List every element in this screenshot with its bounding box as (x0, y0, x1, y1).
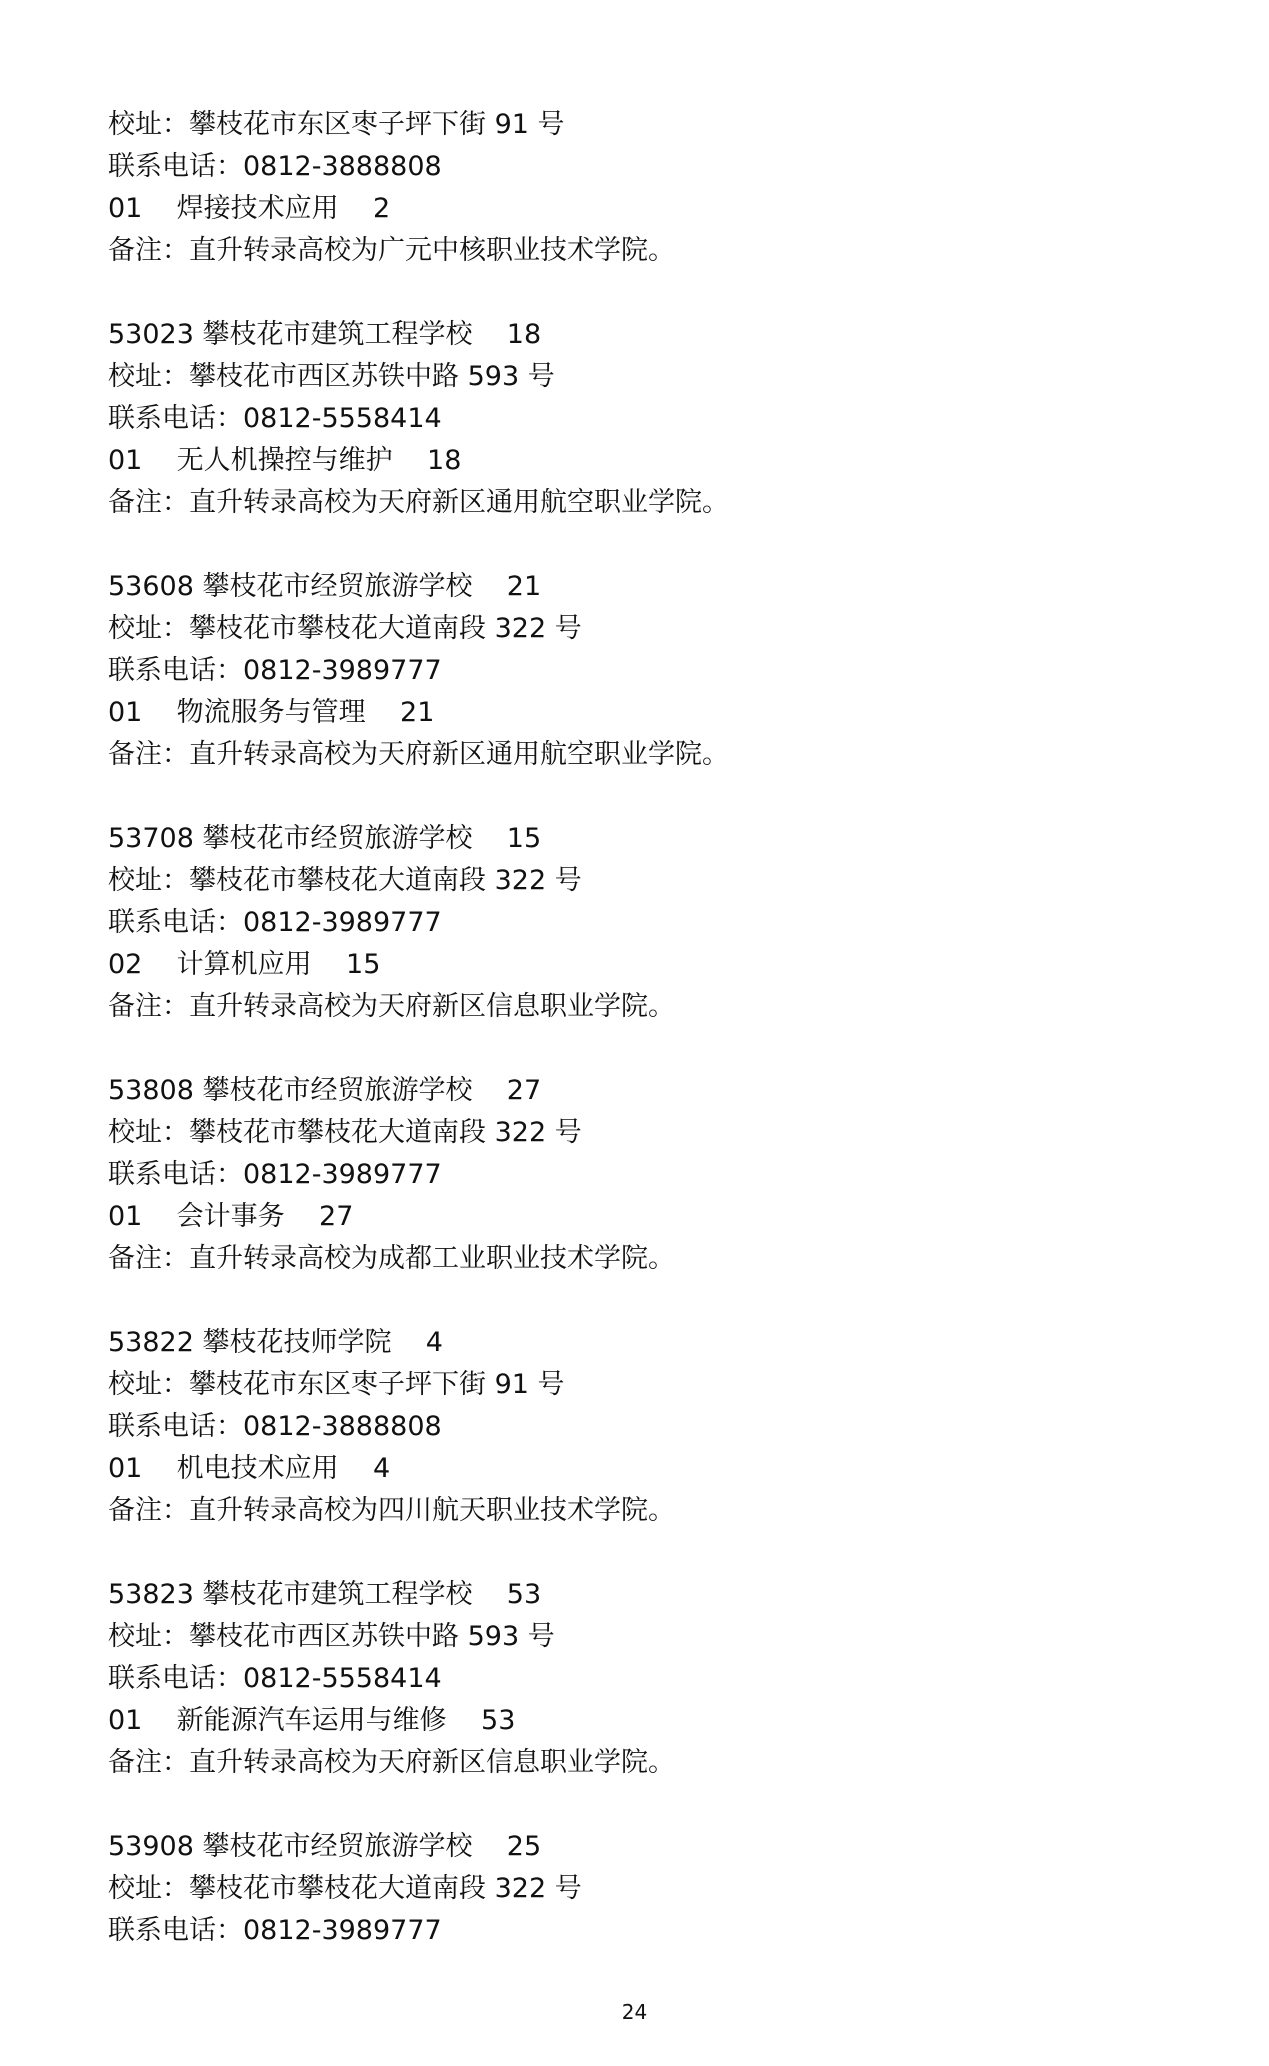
major-line: 01 新能源汽车运用与维修 53 (108, 1705, 516, 1736)
school-entry (108, 566, 1168, 776)
phone-line: 联系电话：0812-3989777 (108, 1915, 442, 1946)
address-line: 校址：攀枝花市攀枝花大道南段 322 号 (108, 613, 582, 644)
school-line: 53823 攀枝花市建筑工程学校 53 (108, 1579, 542, 1610)
address-line: 校址：攀枝花市西区苏铁中路 593 号 (108, 1621, 555, 1652)
school-line: 53908 攀枝花市经贸旅游学校 25 (108, 1831, 542, 1862)
major-line: 01 无人机操控与维护 18 (108, 445, 462, 476)
block-spacer (108, 524, 1168, 566)
remark-line: 备注：直升转录高校为天府新区通用航空职业学院。 (108, 487, 729, 518)
phone-line: 联系电话：0812-3989777 (108, 907, 442, 938)
block-spacer (108, 1280, 1168, 1322)
block-spacer (108, 1784, 1168, 1826)
address-line: 校址：攀枝花市攀枝花大道南段 322 号 (108, 1117, 582, 1148)
school-line: 53608 攀枝花市经贸旅游学校 21 (108, 571, 542, 602)
school-line: 53822 攀枝花技师学院 4 (108, 1327, 443, 1358)
major-line: 01 机电技术应用 4 (108, 1453, 391, 1484)
address-line: 校址：攀枝花市攀枝花大道南段 322 号 (108, 865, 582, 896)
address-line: 校址：攀枝花市东区枣子坪下街 91 号 (108, 109, 565, 140)
phone-line: 联系电话：0812-3989777 (108, 655, 442, 686)
remark-line: 备注：直升转录高校为天府新区信息职业学院。 (108, 1747, 675, 1778)
phone-line: 联系电话：0812-3989777 (108, 1159, 442, 1190)
school-entry (108, 104, 1168, 272)
phone-line: 联系电话：0812-3888808 (108, 1411, 442, 1442)
school-entry (108, 314, 1168, 524)
address-line: 校址：攀枝花市西区苏铁中路 593 号 (108, 361, 555, 392)
major-line: 01 焊接技术应用 2 (108, 193, 391, 224)
remark-line: 备注：直升转录高校为四川航天职业技术学院。 (108, 1495, 675, 1526)
page-number: 24 (621, 2000, 648, 2024)
block-spacer (108, 1028, 1168, 1070)
block-spacer (108, 1532, 1168, 1574)
remark-line: 备注：直升转录高校为成都工业职业技术学院。 (108, 1243, 675, 1274)
block-spacer (108, 776, 1168, 818)
block-spacer (108, 272, 1168, 314)
school-entry (108, 1574, 1168, 1784)
phone-line: 联系电话：0812-5558414 (108, 1663, 442, 1694)
school-line: 53708 攀枝花市经贸旅游学校 15 (108, 823, 542, 854)
school-line: 53023 攀枝花市建筑工程学校 18 (108, 319, 542, 350)
remark-line: 备注：直升转录高校为广元中核职业技术学院。 (108, 235, 675, 266)
school-entry (108, 1322, 1168, 1532)
major-line: 01 物流服务与管理 21 (108, 697, 435, 728)
school-line: 53808 攀枝花市经贸旅游学校 27 (108, 1075, 542, 1106)
school-entry (108, 818, 1168, 1028)
phone-line: 联系电话：0812-3888808 (108, 151, 442, 182)
major-line: 01 会计事务 27 (108, 1201, 354, 1232)
phone-line: 联系电话：0812-5558414 (108, 403, 442, 434)
remark-line: 备注：直升转录高校为天府新区通用航空职业学院。 (108, 739, 729, 770)
address-line: 校址：攀枝花市攀枝花大道南段 322 号 (108, 1873, 582, 1904)
page-content (108, 104, 1168, 1952)
remark-line: 备注：直升转录高校为天府新区信息职业学院。 (108, 991, 675, 1022)
address-line: 校址：攀枝花市东区枣子坪下街 91 号 (108, 1369, 565, 1400)
school-entry (108, 1826, 1168, 1952)
school-entry (108, 1070, 1168, 1280)
major-line: 02 计算机应用 15 (108, 949, 381, 980)
